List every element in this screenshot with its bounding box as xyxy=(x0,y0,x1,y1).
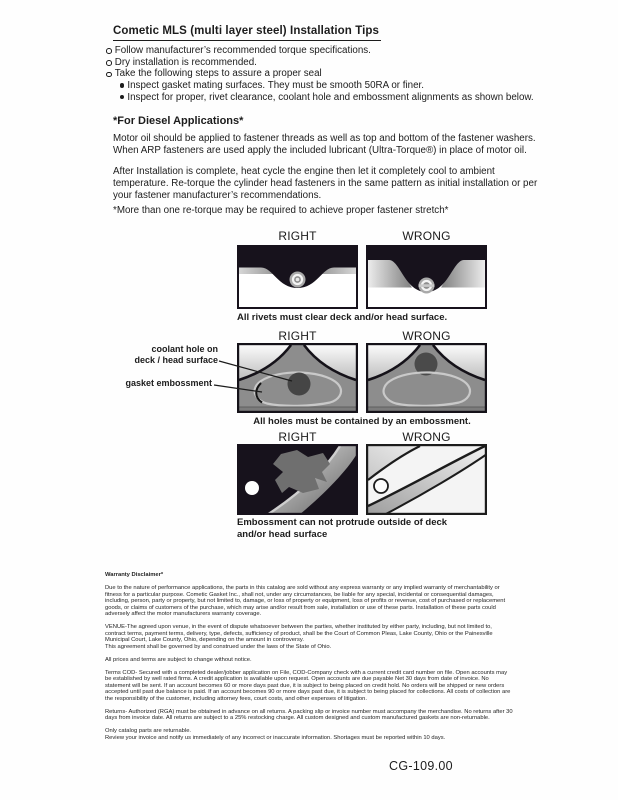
retorque-note: *More than one re-torque may be required to achieve proper fastener stretch* xyxy=(113,205,449,216)
row2-wrong-diagram xyxy=(366,343,487,413)
row2-wrong-label: WRONG xyxy=(402,329,451,343)
open-bullet-icon xyxy=(106,48,112,54)
page-code: CG-109.00 xyxy=(389,759,453,773)
row1-wrong-label: WRONG xyxy=(402,229,451,243)
diesel-paragraph-2: After Installation is complete, heat cycle the engine then let it completely cool to ambient temperature. Re-torque the cylinder head fasteners in the same pattern as initial installation or per your fastener manufacturer’s recommendations. xyxy=(113,166,538,201)
tips-list xyxy=(106,45,566,104)
list-item xyxy=(120,92,566,104)
legal-paragraph: This agreement shall be governed by and construed under the laws of the State of Ohio. xyxy=(105,643,332,650)
warranty-disclaimer-heading: Warranty Disclaimer* xyxy=(105,572,164,578)
legal-block xyxy=(105,572,513,741)
legal-paragraph: Returns- Authorized (RGA) must be obtained in advance on all returns. A packing slip or invoice number must accompany the merchandise. No returns after 30 days from invoice date. All returns are subject to a 25% restocking charge. All custom designed and custom manufactured gaskets are non-returnable. xyxy=(105,708,513,721)
legal-paragraph: Review your invoice and notify us immediately of any incorrect or inaccurate information. Shortages must be reported within 10 days. xyxy=(105,734,446,741)
tip-text: Inspect gasket mating surfaces. They must be smooth 50RA or finer. xyxy=(127,80,424,92)
legal-paragraph: Due to the nature of performance applications, the parts in this catalog are sold without any express warranty or any implied warranty of merchantability or fitness for a particular purpose. Cometic Gasket Inc., shall not, under any circumstances, be liable for any special, incidental or consequential damages, including, person, party or property, but not limited to, damage, or loss of property or equipment, loss of profits or revenue, cost of purchased or replacement goods, or claims of customers of the purchase, which may arise and/or result from sale, installation or use of these parts. Installation of these parts could adversely affect the motor manufacturers warranty coverage. xyxy=(105,585,506,617)
row3-caption-line2: and/or head surface xyxy=(237,529,328,540)
list-item xyxy=(120,80,566,92)
diesel-heading: *For Diesel Applications* xyxy=(113,115,244,127)
row1-wrong-diagram xyxy=(366,245,487,309)
row2-right-diagram xyxy=(237,343,358,413)
legal-paragraph: Only catalog parts are returnable. xyxy=(105,728,192,734)
row3-right-diagram xyxy=(237,444,358,515)
open-bullet-icon xyxy=(106,60,112,66)
row3-wrong-diagram xyxy=(366,444,487,515)
solid-bullet-icon xyxy=(120,95,124,99)
legal-paragraph: VENUE-The agreed upon venue, in the event of dispute whatsoever between the parties, whether instituted by either party, including, but not limited to, contract terms, payment terms, delivery, type, defects, sufficiency of product, shall be the Court of Common Pleas, Lake County, Ohio or the Painesville Municipal Court, Lake County, Ohio, depending on the amount in controversy. xyxy=(105,624,493,643)
solid-bullet-icon xyxy=(120,83,124,87)
list-item xyxy=(106,45,566,57)
legal-paragraph: All prices and terms are subject to change without notice. xyxy=(105,656,252,663)
tip-text: Inspect for proper, rivet clearance, coolant hole and embossment alignments as shown below. xyxy=(127,91,534,103)
coolant-hole-label-line1: coolant hole on xyxy=(151,344,218,354)
tip-text: Follow manufacturer’s recommended torque specifications. xyxy=(114,45,371,56)
tip-text: Take the following steps to assure a proper seal xyxy=(114,68,322,80)
open-bullet-icon xyxy=(106,72,112,78)
row3-caption-line1: Embossment can not protrude outside of deck xyxy=(237,517,448,528)
page-title: Cometic MLS (multi layer steel) Installation Tips xyxy=(113,25,381,41)
row2-caption: All holes must be contained by an embossment. xyxy=(253,416,471,427)
tip-text: Dry installation is recommended. xyxy=(114,56,257,68)
legal-paragraph: Terms COD- Secured with a completed dealer/jobber application on File, COD-Company check with a current credit card number on file. Open accounts may be established by well rated firms. A credit application is available upon request. Open accounts are due payable Net 30 days from date of invoice. No statement will be sent. If an account becomes 60 or more days past due, it is subject to being placed on credit hold. No orders will be shipped or new orders accepted until past due balance is paid. If an account becomes 90 or more days past due, it is subject to being placed for collections. All costs of collection are the responsibility of the customer, including attorney fees, court costs, and other expenses of litigation. xyxy=(105,669,511,702)
list-item xyxy=(106,57,566,69)
coolant-hole-label-line2: deck / head surface xyxy=(134,354,218,365)
row3-caption xyxy=(237,517,447,541)
row1-caption: All rivets must clear deck and/or head surface. xyxy=(237,312,448,323)
diesel-paragraph-1: Motor oil should be applied to fastener threads as well as top and bottom of the fastener washers. When ARP fasteners are used apply the included lubricant (Ultra-Torque®) in place of motor oil. xyxy=(113,133,536,156)
coolant-hole-label xyxy=(100,344,218,366)
row1-right-label: RIGHT xyxy=(278,229,317,243)
row3-wrong-label: WRONG xyxy=(402,430,451,444)
list-item xyxy=(106,68,566,80)
row3-right-label: RIGHT xyxy=(278,430,317,444)
gasket-embossment-label: gasket embossment xyxy=(125,378,212,388)
row2-right-label: RIGHT xyxy=(278,329,317,343)
row1-right-diagram xyxy=(237,245,358,309)
